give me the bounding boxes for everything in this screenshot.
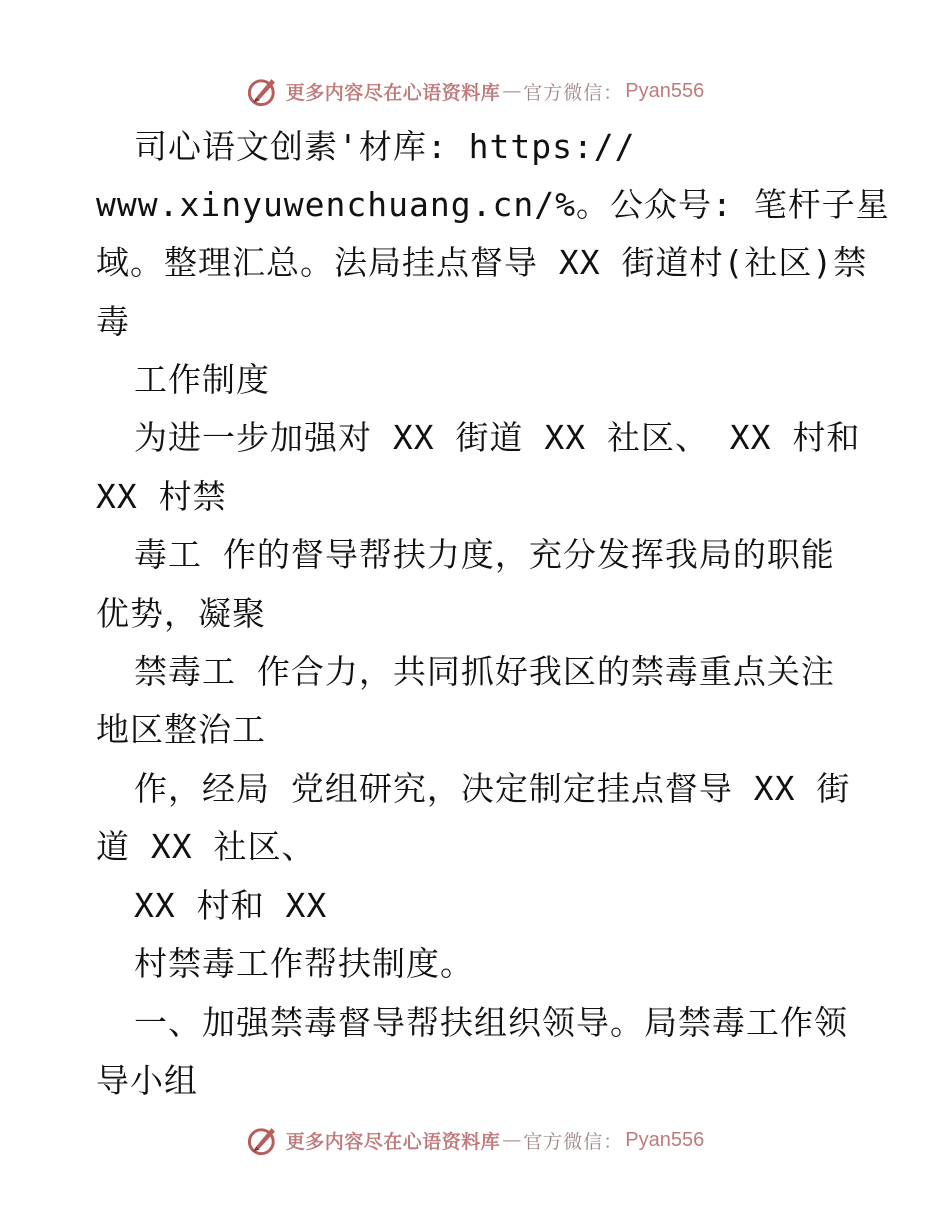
watermark-separator: — — [502, 1129, 522, 1151]
footer-watermark — [0, 1120, 950, 1160]
doc-line-9: 优势，凝聚 — [96, 594, 266, 633]
watermark-account: Pyan556 — [625, 79, 705, 102]
doc-line-3: 域。整理汇总。法局挂点督导 XX 街道村(社区)禁 — [96, 243, 868, 282]
doc-line-7: XX 村禁 — [96, 477, 227, 516]
doc-line-16: 一、加强禁毒督导帮扶组织领导。局禁毒工作领 — [134, 1003, 848, 1042]
doc-line-5: 工作制度 — [134, 360, 270, 399]
doc-line-4: 毒 — [96, 302, 130, 341]
doc-line-14: XX 村和 XX — [134, 886, 328, 925]
watermark-text: 更多内容尽在心语资料库 — [285, 81, 501, 104]
watermark-account: Pyan556 — [625, 1128, 705, 1151]
doc-line-17: 导小组 — [96, 1061, 198, 1100]
doc-line-11: 地区整治工 — [96, 710, 266, 749]
doc-line-15: 村禁毒工作帮扶制度。 — [134, 944, 474, 983]
doc-line-13: 道 XX 社区、 — [96, 827, 316, 866]
doc-line-10: 禁毒工 作合力，共同抓好我区的禁毒重点关注 — [134, 652, 835, 691]
doc-line-2: www.xinyuwenchuang.cn/%。公众号: 笔杆子星 — [96, 185, 890, 224]
quill-pen-logo-icon — [246, 1123, 280, 1157]
watermark-separator: — — [502, 80, 522, 102]
doc-line-8: 毒工 作的督导帮扶力度，充分发挥我局的职能 — [134, 535, 835, 574]
watermark-text: 更多内容尽在心语资料库 — [285, 1130, 501, 1153]
watermark-official-label: 官方微信： — [523, 1130, 624, 1153]
watermark-official-label: 官方微信： — [523, 81, 624, 104]
doc-line-12: 作，经局 党组研究，决定制定挂点督导 XX 街 — [134, 769, 851, 808]
doc-line-1: 司心语文创素'材库: https:// — [134, 127, 636, 166]
doc-line-6: 为进一步加强对 XX 街道 XX 社区、 XX 村和 — [134, 418, 861, 457]
